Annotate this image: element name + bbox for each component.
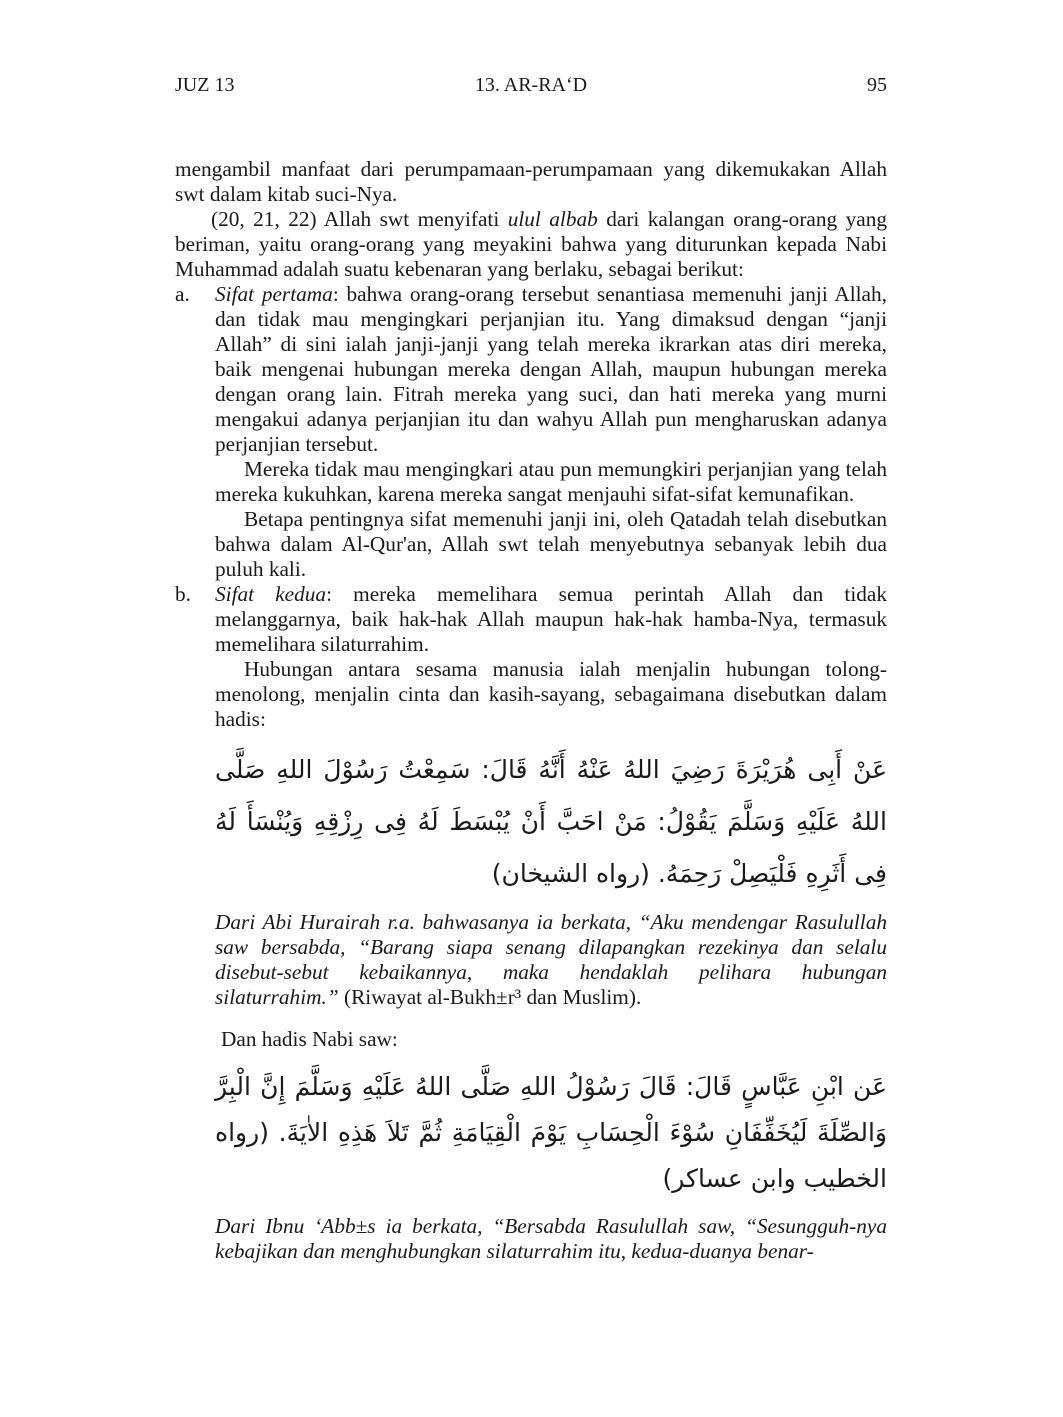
hadith-2-translation [175,1214,887,1264]
running-header [175,74,887,102]
surah-title: 13. AR-RA‘D [474,74,588,96]
paragraph-ulul-albab [175,207,887,282]
hadith-1-translation [175,910,887,1010]
translation-italic: Dari Abi Hurairah r.a. bahwasanya ia berkata, “Aku mendengar Rasulullah saw bersabda, “Barang siapa senang dilapangkan rezekinya dan selalu disebut-sebut kebaikannya, maka hendaklah pelihara hubungan silaturrahim.” [215,910,887,1009]
page-number: 95 [867,74,887,96]
item-text: : mereka memelihara semua perintah Allah dan tidak melanggarnya, baik hak-hak Allah maupun hak-hak hamba-Nya, termasuk memelihara silaturrahim. [215,582,887,656]
list-marker: a. [175,282,190,306]
list-marker: b. [175,582,191,606]
item-title: Sifat kedua [215,582,327,606]
item-a-paragraph-1: Mereka tidak mau mengingkari atau pun memungkiri perjanjian yang telah mereka kukuhkan, karena mereka sangat menjauhi sifat-sifat kemunafikan. [215,457,887,506]
translation-italic: Dari Ibnu ‘Abb±s ia berkata, “Bersabda Rasulullah saw, “Sesungguh-nya kebajikan dan menghubungkan silaturrahim itu, kedua-duanya benar- [215,1214,887,1263]
list-item-b [175,582,887,657]
hadith-1-arabic: عَنْ أَبِى هُرَيْرَةَ رَضِيَ اللهُ عَنْهُ أَنَّهُ قَالَ: سَمِعْتُ رَسُوْلَ اللهِ صَلَّى اللهُ عَلَيْهِ وَسَلَّمَ يَقُوْلُ: مَنْ احَبَّ أَنْ يُبْسَطَ لَهُ فِى رِزْقِهِ وَيُنْسَأَ لَهُ فِى أَثَرِهِ فَلْيَصِلْ رَحِمَهُ. (رواه الشيخان) [215,755,887,888]
list-item-a [175,282,887,457]
paragraph-text: (20, 21, 22) Allah swt menyifati [211,207,508,231]
juz-label: JUZ 13 [175,74,235,96]
italic-term: ulul albab [507,207,598,231]
translation-source: (Riwayat al-Bukh±r³ dan Muslim). [338,985,642,1009]
item-title: Sifat pertama [215,282,333,306]
page-body [175,157,887,1264]
paragraph-continuation: mengambil manfaat dari perumpamaan-perumpamaan yang dikemukakan Allah swt dalam kitab suci-Nya. [175,157,887,206]
item-b-paragraph-1: Hubungan antara sesama manusia ialah menjalin hubungan tolong-menolong, menjalin cinta dan kasih-sayang, sebagaimana disebutkan dalam hadis: [215,657,887,731]
hadith-2-arabic: عَن ابْنِ عَبَّاسٍ قَالَ: قَالَ رَسُوْلُ اللهِ صَلَّى اللهُ عَلَيْهِ وَسَلَّمَ إِنَّ الْبِرَّ وَالصِّلَةَ لَيُخَفِّفَانِ سُوْءَ الْحِسَابِ يَوْمَ الْقِيَامَةِ ثُمَّ تَلاَ هَذِهِ الاٰيَةَ. (رواه الخطيب وابن عساكر) [215,1072,887,1193]
item-text: : bahwa orang-orang tersebut senantiasa memenuhi janji Allah, dan tidak mau mengingkari perjanjian itu. Yang dimaksud dengan “janji Allah” di sini ialah janji-janji yang telah mereka ikrarkan atas diri mereka, baik mengenai hubungan mereka dengan Allah, maupun hubungan mereka dengan orang lain. Fitrah mereka yang suci, dan hati mereka yang murni mengakui adanya perjanjian itu dan wahyu Allah pun mengharuskan adanya perjanjian tersebut. [215,282,887,456]
hadith-2-intro: Dan hadis Nabi saw: [221,1027,398,1051]
paragraph-text: dari kalangan orang-orang yang beriman, yaitu orang-orang yang meyakini bahwa yang diturunkan kepada Nabi Muhammad adalah suatu kebenaran yang berlaku, sebagai berikut: [175,207,888,281]
item-a-paragraph-2: Betapa pentingnya sifat memenuhi janji ini, oleh Qatadah telah disebutkan bahwa dalam Al-Qur'an, Allah swt telah menyebutnya sebanyak lebih dua puluh kali. [215,507,887,581]
